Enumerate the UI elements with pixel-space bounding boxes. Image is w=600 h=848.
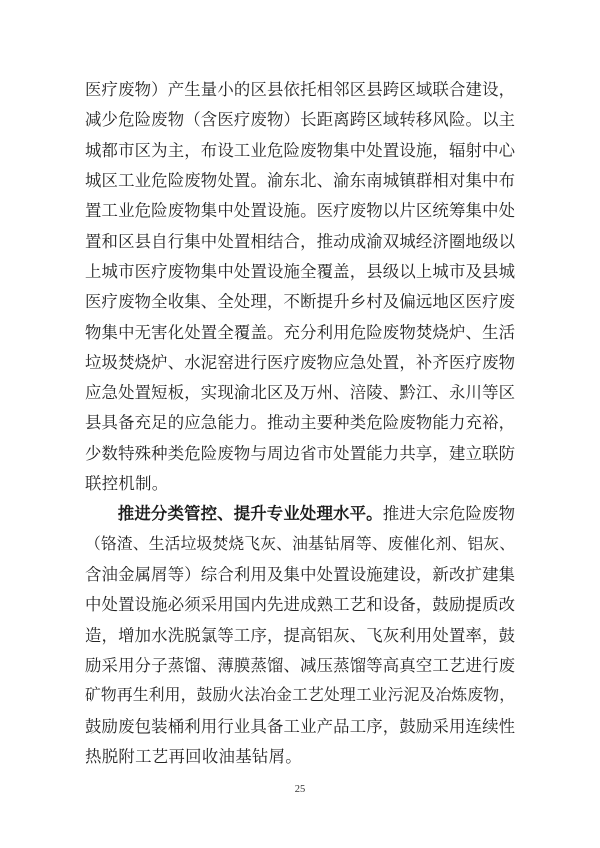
text-line: 县具备充足的应急能力。推动主要种类危险废物能力充裕， [85, 413, 515, 433]
text-line: 矿物再生利用，鼓励火法冶金工艺处理工业污泥及冶炼废物， [85, 687, 515, 705]
text-line: 减少危险废物（含医疗废物）长距离跨区域转移风险。以主 [85, 110, 515, 130]
text-line: 置工业危险废物集中处置设施。医疗废物以片区统筹集中处 [85, 201, 515, 221]
section-heading-bold: 推进分类管控、提升专业处理水平。 [117, 504, 383, 524]
text-line: （铬渣、生活垃圾焚烧飞灰、油基钻屑等、废催化剂、铝灰、 [85, 535, 515, 553]
text-line: 物集中无害化处置全覆盖。充分利用危险废物焚烧炉、生活 [85, 322, 515, 342]
page-number: 25 [294, 784, 306, 795]
text-line: 中处置设施必须采用国内先进成熟工艺和设备，鼓励提质改 [85, 595, 515, 615]
text-line: 医疗废物）产生量小的区县依托相邻区县跨区域联合建设， [85, 80, 515, 99]
section-heading-line [85, 499, 515, 529]
text-line: 城都市区为主，布设工业危险废物集中处置设施，辐射中心 [85, 140, 515, 160]
text-line: 联控机制。 [85, 474, 169, 494]
text-line: 热脱附工艺再回收油基钻屑。 [85, 746, 302, 766]
section-heading-rest: 推进大宗危险废物 [382, 504, 516, 524]
paragraph-2 [85, 499, 515, 772]
text-line: 医疗废物全收集、全处理，不断提升乡村及偏远地区医疗废 [85, 292, 515, 312]
text-line: 置和区县自行集中处置相结合，推动成渝双城经济圈地级以 [85, 231, 515, 251]
text-line: 应急处置短板，实现渝北区及万州、涪陵、黔江、永川等区 [85, 383, 515, 403]
text-line: 含油金属屑等）综合利用及集中处置设施建设，新改扩建集 [85, 565, 515, 584]
text-line: 鼓励废包装桶利用行业具备工业产品工序，鼓励采用连续性 [85, 716, 515, 736]
text-line: 城区工业危险废物处置。渝东北、渝东南城镇群相对集中布 [85, 170, 515, 190]
page-body-text [85, 75, 515, 772]
text-line: 励采用分子蒸馏、薄膜蒸馏、减压蒸馏等高真空工艺进行废 [85, 655, 515, 675]
text-line: 造，增加水洗脱氯等工序，提高铝灰、飞灰利用处置率，鼓 [85, 625, 515, 645]
text-line: 上城市医疗废物集中处置设施全覆盖，县级以上城市及县城 [85, 261, 515, 281]
paragraph-1 [85, 75, 515, 499]
text-line: 少数特殊种类危险废物与周边省市处置能力共享，建立联防 [85, 443, 515, 463]
text-line: 垃圾焚烧炉、水泥窑进行医疗废物应急处置，补齐医疗废物 [85, 352, 515, 372]
